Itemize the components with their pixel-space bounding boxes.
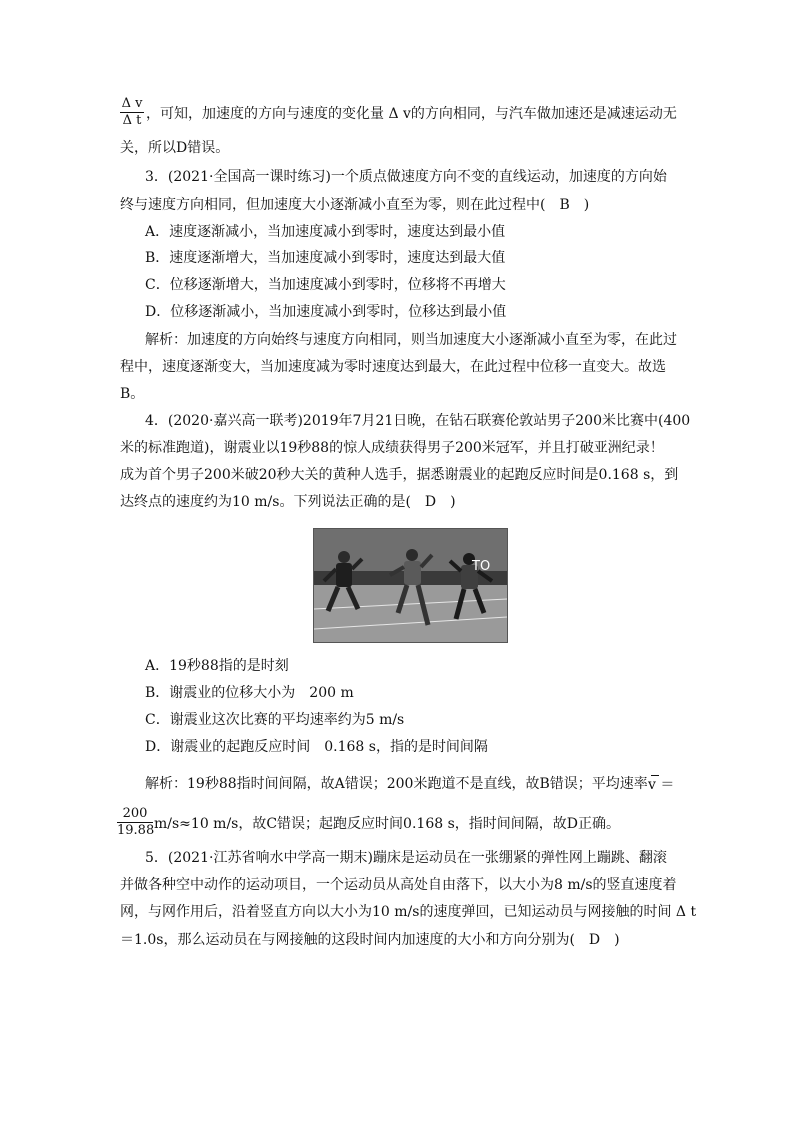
q3-option-c: C．位移逐渐增大，当加速度减小到零时，位移将不再增大 xyxy=(145,277,506,293)
q4-stem-line-2: 米的标准跑道)，谢震业以19秒88的惊人成绩获得男子200米冠军，并且打破亚洲纪录！ xyxy=(120,440,664,456)
q3-stem-line-2: 终与速度方向相同，但加速度大小逐渐减小直至为零，则在此过程中( B ) xyxy=(120,197,590,213)
intro-line-2: 关，所以D错误。 xyxy=(120,140,230,156)
fraction-denominator: 19.88 xyxy=(117,823,155,838)
average-speed-symbol xyxy=(648,774,674,794)
q3-option-d: D．位移逐渐减小，当加速度减小到零时，位移达到最小值 xyxy=(145,304,507,320)
q4-stem-line-3: 成为首个男子200米破20秒大关的黄种人选手，据悉谢震业的起跑反应时间是0.168 s，到 xyxy=(120,467,679,483)
q5-stem-line-2: 并做各种空中动作的运动项目，一个运动员从高处自由落下，以大小为8 m/s的竖直速度着 xyxy=(120,877,677,893)
q4-stem-line-4: 达终点的速度约为10 m/s。下列说法正确的是( D ) xyxy=(120,494,456,510)
fraction-denominator: Δ t xyxy=(122,113,142,128)
equals-sign: ＝ xyxy=(660,777,675,793)
fraction-numerator: Δ v xyxy=(121,96,143,111)
delta-v-over-delta-t-fraction xyxy=(120,96,144,129)
sprinters-photo-graphic xyxy=(314,529,507,642)
sprinters-photo xyxy=(313,528,508,643)
q5-stem-line-4: ＝1.0s，那么运动员在与网接触的这段时间内加速度的大小和方向分别为( D ) xyxy=(120,932,620,948)
q5-stem-line-1: 5．(2021·江苏省响水中学高一期末)蹦床是运动员在一张绷紧的弹性网上蹦跳、翻滚 xyxy=(145,850,667,866)
q3-analysis-line-2: 程中，速度逐渐变大，当加速度减为零时速度达到最大，在此过程中位移一直变大。故选 xyxy=(120,359,666,375)
q4-analysis-line-1: 解析：19秒88指时间间隔，故A错误；200米跑道不是直线，故B错误；平均速率 xyxy=(145,776,648,792)
q5-stem-line-3: 网，与网作用后，沿着竖直方向以大小为10 m/s的速度弹回，已知运动员与网接触的时间 Δ t xyxy=(120,904,697,920)
q4-stem-line-1: 4．(2020·嘉兴高一联考)2019年7月21日晚，在钻石联赛伦敦站男子200米比赛中(400 xyxy=(145,413,691,429)
photo-signage-text: TO xyxy=(472,559,491,574)
q3-option-b: B．速度逐渐增大，当加速度减小到零时，速度达到最大值 xyxy=(145,250,506,266)
q3-analysis-line-3: B。 xyxy=(120,386,145,402)
q3-analysis-line-1: 解析：加速度的方向始终与速度方向相同，则当加速度大小逐渐减小直至为零，在此过 xyxy=(145,332,677,348)
q4-option-d: D．谢震业的起跑反应时间 0.168 s，指的是时间间隔 xyxy=(145,739,488,755)
q3-option-a: A．速度逐渐减小，当加速度减小到零时，速度达到最小值 xyxy=(145,224,506,240)
q4-option-c: C．谢震业这次比赛的平均速率约为5 m/s xyxy=(145,712,405,728)
distance-over-time-fraction xyxy=(117,806,153,839)
overline-bar xyxy=(651,775,659,776)
intro-line-1: ，可知，加速度的方向与速度的变化量 Δ v的方向相同，与汽车做加速还是减速运动无 xyxy=(146,106,677,122)
q3-stem-line-1: 3．(2021·全国高一课时练习)一个质点做速度方向不变的直线运动，加速度的方向始 xyxy=(145,169,667,185)
fraction-numerator: 200 xyxy=(117,806,153,823)
q4-analysis-line-2: m/s≈10 m/s，故C错误；起跑反应时间0.168 s，指时间间隔，故D正确。 xyxy=(154,816,620,832)
v-symbol: v xyxy=(648,777,656,793)
q4-option-a: A．19秒88指的是时刻 xyxy=(145,658,289,674)
q4-option-b: B．谢震业的位移大小为 200 m xyxy=(145,685,354,701)
